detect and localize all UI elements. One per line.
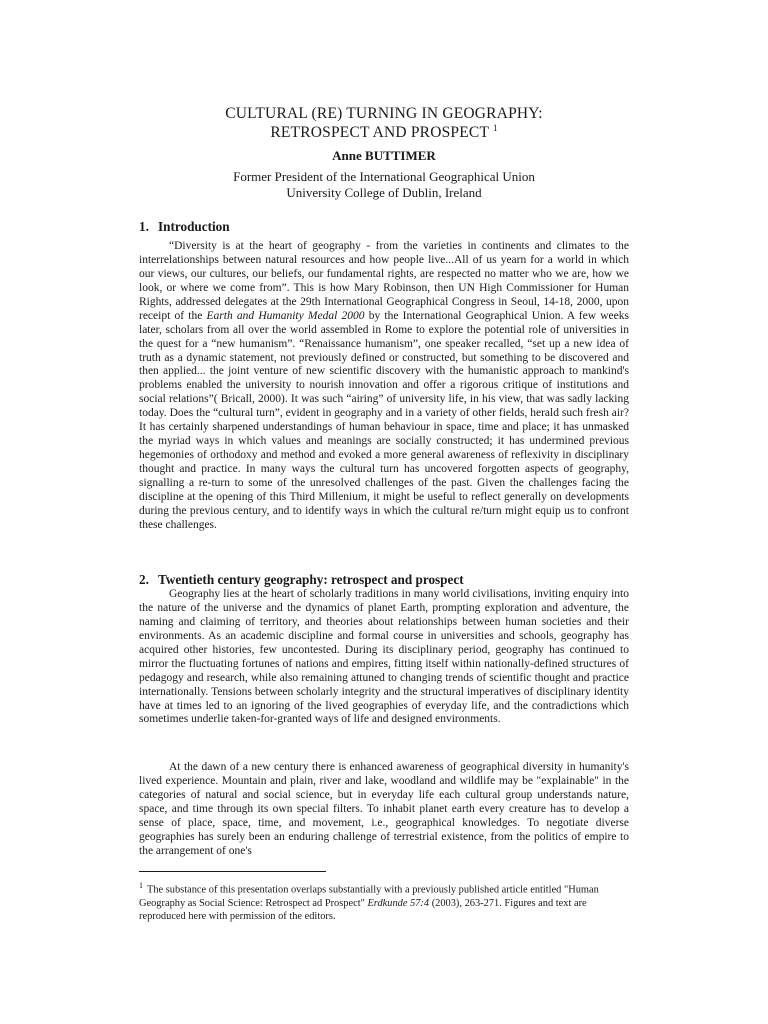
- section-title: Twentieth century geography: retrospect and prospect: [158, 572, 464, 587]
- introduction-paragraph: “Diversity is at the heart of geography - from the varieties in continents and climates to the interrelationships between natural resources and how people live...All of us yearn for a world in which our views, our cultures, our beliefs, our fundamental rights, are respected no matter who we are, how we look, or where we come from”. This is how Mary Robinson, then UN High Commissioner for Human Rights, addressed delegates at the 29th International Geographical Congress in Seoul, 14-18, 2000, upon receipt of the Earth and Humanity Medal 2000 by the International Geographical Union. A few weeks later, scholars from all over the world assembled in Rome to explore the potential role of universities in the quest for a “new humanism”. “Renaissance humanism”, one speaker recalled, “set up a new idea of truth as a dynamic statement, not previously defined or constructed, but something to be discovered and then applied... the joint venture of new scientific discovery with the humanistic approach to mankind's problems enabled the university to nourish innovation and offer a rigorous critique of institutions and social relations”( Bricall, 2000). It was such “airing” of university life, in his view, that was sadly lacking today. Does the “cultural turn”, evident in geography and in a variety of other fields, herald such fresh air? It has certainly sharpened understandings of human behaviour in space, time and place; it has unmasked the myriad ways in which values and meanings are socially constructed; it has undermined previous hegemonies of orthodoxy and method and evoked a more general awareness of reflexivity in disciplinary thought and practice. In many ways the cultural turn has uncovered forgotten aspects of geography, signalling a re-turn to some of the unresolved challenges of the past. Given the challenges facing the discipline at the opening of this Third Millenium, it might be useful to reflect generally on developments during the previous century, and to identify ways in which the cultural re/turn might equip us to confront these challenges.: [139, 240, 629, 531]
- paper-title-line-2: RETROSPECT AND PROSPECT $^1$: [270, 123, 498, 142]
- footnote: $^1$ The substance of this presentation overlaps substantially with a previously published article entitled "Human Geography as Social Science: Retrospect ad Prospect" Erdkunde 57:4 (2003), 263-271. Figures and text are reproduced here with permission of the editors.: [139, 881, 599, 923]
- award-name: Earth and Humanity Medal 2000: [206, 309, 365, 322]
- section-heading-introduction: [139, 219, 230, 235]
- footnote-mark: 1: [139, 881, 143, 890]
- section-number: 1.: [139, 219, 149, 234]
- body-paragraph-2: At the dawn of a new century there is enhanced awareness of geographical diversity in humanity's lived experience. Mountain and plain, river and lake, woodland and wildlife may be "explainable" in the categories of natural and social science, but in everyday life each cultural group understands nature, space, and time through its own special filters. To inhabit planet earth every creature has to develop a sense of place, space, time, and movement, i.e., geographical knowledges. To negotiate diverse geographies has surely been an enduring challenge of terrestrial existence, from the politics of empire to the arrangement of one's: [139, 761, 629, 857]
- section-number: 2.: [139, 572, 149, 587]
- section-title: Introduction: [158, 219, 230, 234]
- affiliation-line-2: University College of Dublin, Ireland: [286, 185, 482, 200]
- title-footnote-mark[interactable]: 1: [492, 123, 498, 133]
- section-heading-twentieth-century: [139, 572, 464, 588]
- footnote-separator: [139, 871, 326, 872]
- journal-citation: Erdkunde 57:4: [367, 897, 430, 909]
- paper-title-line-1: CULTURAL (RE) TURNING IN GEOGRAPHY:: [225, 105, 543, 122]
- body-paragraph-1: Geography lies at the heart of scholarly traditions in many world civilisations, inviting enquiry into the nature of the universe and the dynamics of planet Earth, prompting exploration and adventure, the naming and claiming of territory, and theories about relationships between human societies and their environments. As an academic discipline and formal course in universities and schools, geography has acquired other histories, few uncontested. During its disciplinary period, geography has continued to mirror the fluctuating fortunes of nations and empires, fitting itself within nationally-defined structures of pedagogy and research, while also remaining attuned to changing trends of scientific thought and practice internationally. Tensions between scholarly integrity and the structural imperatives of disciplinary identity have at times led to an ignoring of the lived geographies of everyday life, and the contradictions which sometimes underlie taken-for-granted ways of life and designed environments.: [139, 588, 629, 726]
- affiliation-line-1: Former President of the International Geographical Union: [233, 169, 535, 184]
- author-name: Anne BUTTIMER: [332, 148, 436, 163]
